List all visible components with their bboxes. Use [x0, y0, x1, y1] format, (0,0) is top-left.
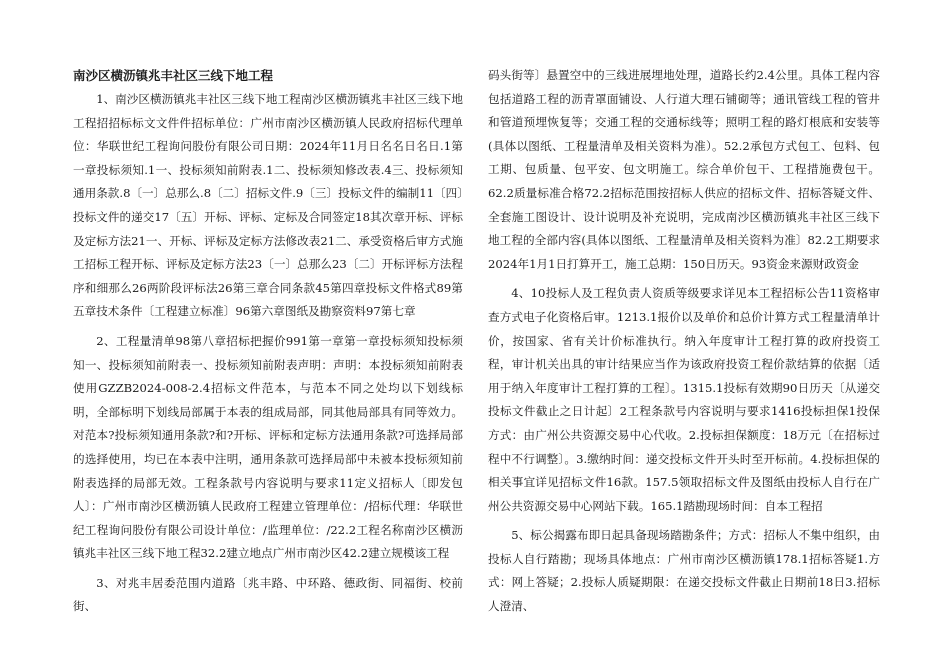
paragraph-4: 4、10投标人及工程负责人资质等级要求详见本工程招标公告11资格审查方式电子化资格后审。1213.1报价以及单价和总价计算方式工程量清单计价，按国家、省有关计价标准执行。纳入年度审计工程打算的政府投资工程，审计机关出具的审计结果应当作为该政府投资工程价款结算的依据〔适用于纳入年度审计工程打算的工程〕。1315.1投标有效期90日历天〔从递交投标文件截止之日计起〕2工程条款号内容说明与要求1416投标担保1投保方式：由广州公共资源交易中心代收。2.投标担保额度：18万元〔在招标过程中不行调整〕。3.缴纳时间：递交投标文件开头时至开标前。4.投标担保的相关事宜详见招标文件16款。157.5领取招标文件及图纸由投标人自行在广州公共资源交易中心网站下载。165.1踏勘现场时间：自本工程招: [488, 286, 880, 513]
left-column: [73, 64, 463, 619]
right-column: [488, 64, 880, 619]
paragraph-1: 1、南沙区横沥镇兆丰社区三线下地工程南沙区横沥镇兆丰社区三线下地工程招招标标文文件件招标单位：广州市南沙区横沥镇人民政府招标代理单位：华联世纪工程询问股份有限公司日期：2024年11月日名名日名日.1第一章投标须知.1一、投标须知前附表.1二、投标须知修改表.4三、投标须知通用条款.8〔一〕总那么.8〔二〕招标文件.9〔三〕投标文件的编制11〔四〕投标文件的递交17〔五〕开标、评标、定标及合同签定18其次章开标、评标及定标方法21一、开标、评标及定标方法修改表21二、承受资格后审方式施工招标工程开标、评标及定标方法23〔一〕总那么23〔二〕开标评标方法程序和细那么26两阶段评标法26第三章合同条款45第四章投标文件格式89第五章技术条件〔工程建立标准〕96第六章图纸及勘察资料97第七章: [73, 92, 463, 319]
paragraph-3-continued: 码头街等〕悬置空中的三线进展埋地处理，道路长约2.4公里。具体工程内容包括道路工程的沥青罩面铺设、人行道大理石铺砌等；通讯管线工程的管井和管道预埋恢复等；交通工程的交通标线等；照明工程的路灯根底和安装等(具体以图纸、工程量清单及相关资料为准）。52.2承包方式包工、包料、包工期、包质量、包平安、包文明施工。综合单价包干、工程措施费包干。62.2质量标准合格72.2招标范围按招标人供应的招标文件、招标答疑文件、全套施工图设计、设计说明及补充说明，完成南沙区横沥镇兆丰社区三线下地工程的全部内容(具体以图纸、工程量清单及相关资料为准〕82.2工期要求2024年1月1日打算开工，施工总期：150日历天。93资金来源财政资金: [488, 68, 880, 271]
paragraph-3: 3、对兆丰居委范围内道路〔兆丰路、中环路、德政街、同福街、校前街、: [73, 575, 463, 614]
paragraph-5: 5、标公揭露布即日起具备现场踏勘条件；方式：招标人不集中组织，由投标人自行踏勘；现场具体地点：广州市南沙区横沥镇178.1招标答疑1.方式：网上答疑；2.投标人质疑期限：在递交投标文件截止日期前18日3.招标人澄清、: [488, 528, 880, 614]
document-title: 南沙区横沥镇兆丰社区三线下地工程: [73, 68, 274, 83]
paragraph-2: 2、工程量清单98第八章招标把握价991第一章第一章投标须知投标须知一、投标须知前附表一、投标须知前附表声明：声明：本投标须知前附表使用GZZB2024-008-2.4招标文件范本，与范本不同之处均以下划线标明，全部标明下划线局部属于本表的组成局部，同其他局部具有同等效力。对范本?投标须知通用条款?和?开标、评标和定标方法通用条款?可选择局部的选择使用，均已在本表中注明，通用条款可选择局部中未被本投标须知前附表选择的局部无效。工程条款号内容说明与要求11定义招标人〔即发包人〕：广州市南沙区横沥镇人民政府工程建立管理单位：/招标代理：华联世纪工程询问股份有限公司设计单位：/监理单位：/22.2工程名称南沙区横沥镇兆丰社区三线下地工程32.2建立地点广州市南沙区42.2建立规模该工程: [73, 333, 463, 561]
